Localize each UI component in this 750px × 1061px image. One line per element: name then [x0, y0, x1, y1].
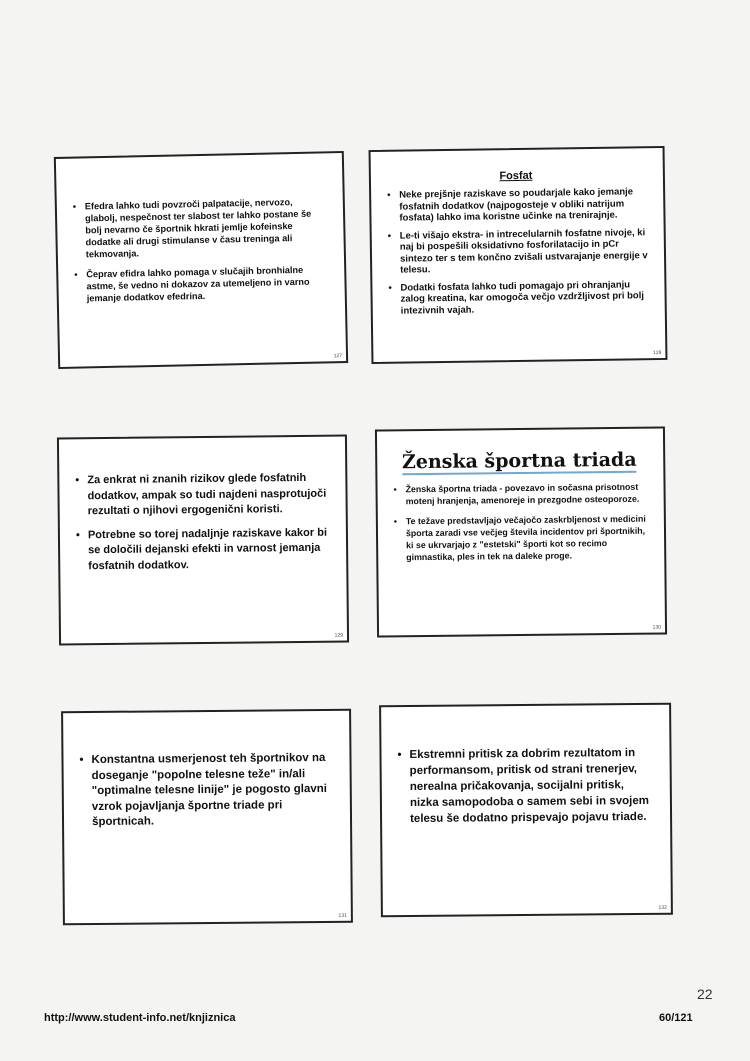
bullet-list: [70, 167, 329, 304]
bullet-list: [73, 451, 330, 575]
bullet-item: • Efedra lahko tudi povzroči palpatacije, nervozo, glabolj, nespečnost ter slabost ter lahko postane še bolj nevarno če športnik hkrati jemlje kofeinske dodatke ali drugi stimulanse v času treninga ali tekmovanja.: [85, 195, 328, 260]
bullet-item: • Ekstremni pritisk za dobrim rezultatom in performansom, pritisk od strani trenerjev, nerealna pričakovanja, socijalni pritisk, nizka samopodoba o samem sebi in svojem telesu še dodatno prispevajo pojavu triade.: [409, 745, 654, 827]
bullet-item: • Te težave predstavljajo večajočo zaskrbljenost v medicini športa zaradi vse večjeg števila incidentov pri športnikih, ki se ukrvarjajo z "estetski" športi kot so recimo gimnastika, ples in tek na daleke proge.: [406, 513, 648, 564]
footer-page-count: 60/121: [659, 1012, 693, 1024]
slide-128: [369, 146, 668, 364]
bullet-list: [391, 481, 648, 564]
bullet-list: [395, 719, 654, 827]
bullet-item: • Dodatki fosfata lahko tudi pomagajo pri ohranjanju zalog kreatina, kar omogoča večjo vzdržljivost pri bolj intezivnih vajah.: [400, 279, 648, 317]
slide-131: [61, 709, 353, 926]
slide-title: [391, 449, 647, 474]
bullet-item: • Potrebne so torej nadaljnje raziskave kakor bi se določili dejanski efekti in varnost jemanja fosfatnih dodatkov.: [88, 525, 330, 574]
slide-127: [54, 151, 348, 369]
slide-title-text: Ženska športna triada: [401, 448, 637, 474]
bullet-item: • Čeprav efidra lahko pomaga v slučajih bronhialne astme, še vedno ni dokazov za utemeljeno in varno jemanje dodatkov efedrina.: [86, 263, 329, 304]
slide-number: 130: [652, 624, 662, 631]
bullet-list: [77, 725, 334, 831]
slide-number: 131: [338, 912, 347, 919]
bullet-item: • Ženska športna triada - povezavo in sočasna prisotnost motenj hranjenja, amenoreje in prezgodne osteoporoze.: [405, 481, 647, 508]
bullet-list: [385, 186, 649, 317]
slide-130: [375, 426, 667, 637]
footer-url: http://www.student-info.net/knjiznica: [44, 1012, 236, 1024]
slide-title: Fosfat: [499, 169, 533, 183]
slide-number: 127: [333, 353, 343, 360]
bullet-item: • Neke prejšnje raziskave so poudarjale kako jemanje fosfatnih dodatkov (najpogosteje v obliki natrijum fosfata) lahko ima koristne učinke na trenirajnje.: [399, 186, 647, 224]
page-number: 22: [697, 986, 713, 1002]
bullet-item: • Za enkrat ni znanih rizikov glede fosfatnih dodatkov, ampak so tudi najdeni nasprotujoči rezultati o njihovi ergogenični koristi.: [87, 471, 329, 520]
slide-number: 132: [658, 904, 667, 911]
slide-number: 128: [652, 350, 662, 357]
bullet-item: • Le-ti višajo ekstra- in intrecelularnih fosfatne nivoje, ki naj bi pospešili oksidativno fosforilatacijo in pCr sintezo ter s tem končno zvišali ustvarajanje energije v telesu.: [400, 227, 649, 276]
slide-number: 129: [334, 632, 344, 639]
slide-132: [379, 703, 673, 918]
slide-129: [57, 434, 349, 645]
bullet-item: • Konstantna usmerjenost teh športnikov na doseganje "popolne telesne teže" in/ali "optimalne telesne linije" je pogosto glavni vzrok pojavljanja športne triade pri športnicah.: [91, 751, 334, 831]
